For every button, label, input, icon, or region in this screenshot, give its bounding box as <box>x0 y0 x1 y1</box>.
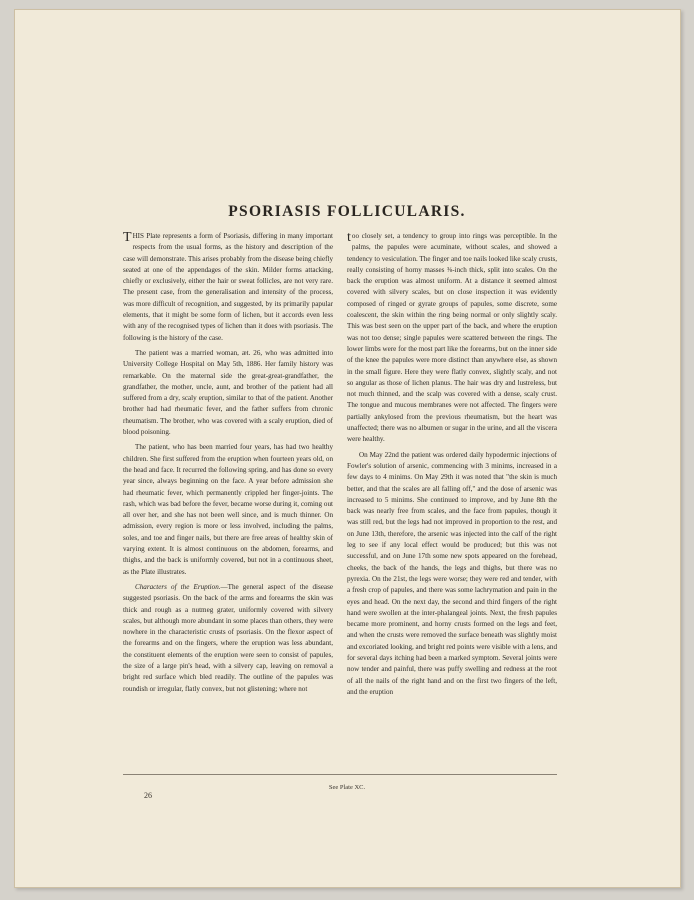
plate-reference: See Plate XC. <box>328 784 366 791</box>
subsection-heading: Characters of the Eruption. <box>135 582 221 591</box>
right-column <box>347 231 557 698</box>
paragraph: On May 22nd the patient was ordered daily hypodermic injections of Fowler's solution of arsenic, commencing with 3 minims, increased in a few days to 4 minims. On May 29th it was noted that "the skin is much better, and that the scales are all falling off," and the dose of arsenic was increased to 5 minims. She continued to improve, and by June 8th the back was nearly free from scales, and the face from papules, though it was still red, but the legs had not improved in proportion to the rest, and on June 13th, therefore, the arsenic was injected into the calf of the right leg to see if any local effect would be produced; but this was not successful, and on June 17th some new spots appeared on the forehead, cheeks, the back of the hands, the legs and thighs, but there was no pyrexia. On the 21st, the legs were worse; they were red and tender, with a fresh crop of papules, and there was some lachrymation and pain in the eyes and head. On the next day, the second and third fingers of the right hand were swollen at the inter-phalangeal joints. Next, the fresh papules became more prominent, and horny crusts formed on the legs and feet, and when the crusts were removed the surface beneath was slightly moist and excoriated looking, and bright red points were visible with a lens, and for several days itching had been a marked symptom. Several joints were now tender and painful, there was puffy swelling and redness at the root of all the nails of the right hand and on the first two fingers of the left, and the eruption <box>347 450 557 696</box>
subsection-paragraph <box>123 582 333 695</box>
subsection-text: —The general aspect of the disease suggested psoriasis. On the back of the arms and forearms the skin was thick and rough as a nutmeg grater, uniformly covered with silvery scales, but although more abundant in some places than others, they were nowhere in the characteristic crusts of psoriasis. On the flexor aspect of the forearms and on the fingers, where the eruption was less abundant, the constituent elements of the eruption were seen to consist of papules, the size of a large pin's head, with a silvery cap, leaving on removal a bright red surface which bled readily. The outline of the papules was roundish or irregular, flatly convex, but not glistening; where not <box>123 582 333 693</box>
footer-rule <box>123 774 557 775</box>
article-title: PSORIASIS FOLLICULARIS. <box>228 203 466 220</box>
left-column <box>123 231 333 695</box>
paragraph: THIS Plate represents a form of Psoriasis, differing in many important respects from the usual forms, as the history and description of the case will demonstrate. This arises probably from the disease being chiefly seated at one of the appendages of the skin. Milder forms attacking, chiefly or exclusively, either the hair or sweat follicles, are not very rare. The present case, from the generalisation and intensity of the process, was more difficult of recognition, and suggested, by its primarily papular elements, that it might be some form of lichen, but it accords even less with any of the recognised types of lichen than it does with psoriasis. The following is the history of the case. <box>123 230 333 342</box>
paragraph: The patient, who has been married four years, has had two healthy children. She first suffered from the eruption when fourteen years old, on the head and face. It recurred the following spring, and has done so every year since, always beginning on the face. A year before admission she had rheumatic fever, which permanently crippled her finger-joints. The rash, which was bad before the fever, became worse during it, coming out all over her, and she has not been well since, and is much thinner. On admission, every region is more or less involved, including the palms, soles, and toe and finger nails, but there are free areas of healthy skin of varying extent. It is almost continuous on the abdomen, forearms, and thighs, and the back is uniformly covered, but not in a continuous sheet, as the Plate illustrates. <box>123 443 333 576</box>
paragraph: too closely set, a tendency to group into rings was perceptible. In the palms, the papules were acuminate, without scales, and showed a tendency to vesiculation. The finger and toe nails looked like scaly crusts, really consisting of horny masses ⅜-inch thick, split into scales. On the back the eruption was almost uniform. At a distance it seemed almost covered with silvery scales, but on close inspection it was evidently composed of ringed or gyrate groups of papules, some discrete, some coalescent, the skin within the ring being normal or only slightly scaly. This was best seen on the upper part of the back, and where the eruption was not too dense; single papules were scattered between the rings. The lower limbs were for the most part like the forearms, but on the inner side of the knee the papules were more distinct than anywhere else, as shown in the small figure. Here they were flatly convex, slightly scaly, and not so angular as those of lichen planus. The hair was dry and lustreless, but not much thinned, and the scalp was covered with a dense, scaly crust. The tongue and mucous membranes were not affected. The fingers were partially ankylosed from the previous rheumatism, but the heart was unaffected; there was no albumen or sugar in the urine, and all the viscera were healthy. <box>347 230 557 444</box>
page-number: 26 <box>144 791 152 800</box>
paragraph: The patient was a married woman, æt. 26, who was admitted into University College Hospital on May 5th, 1886. Her family history was remarkable. On the maternal side the great-great-grandfather, the grandfather, the mother, uncle, aunt, and brother of the patient had all suffered from a dry, scaly eruption, similar to that of the patient. Another brother had had rheumatic fever, and the father suffers from chronic rheumatism. The brother, who was covered with a scaly eruption, died of blood poisoning. <box>123 348 333 437</box>
